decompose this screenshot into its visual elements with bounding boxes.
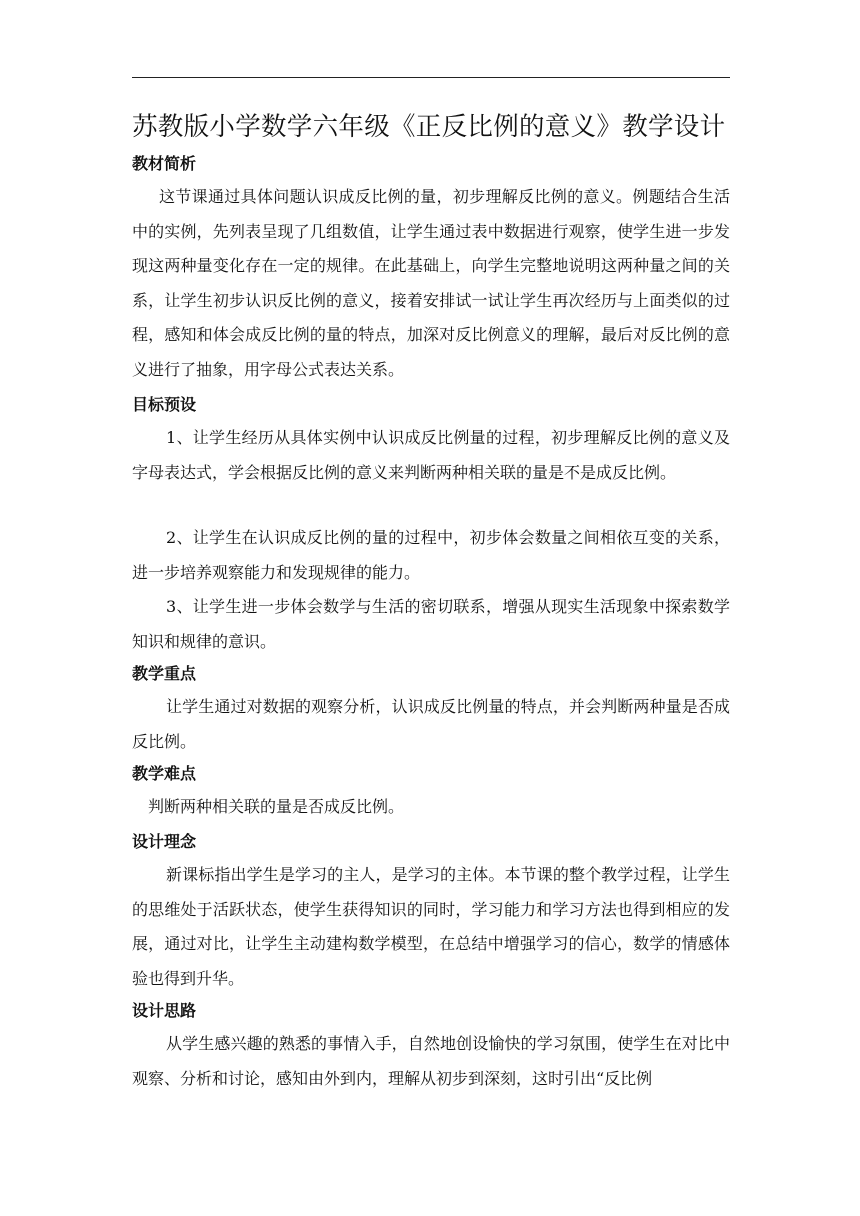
- section-heading-textbook-analysis: 教材简析: [132, 154, 197, 173]
- paragraph: 1、让学生经历从具体实例中认识成反比例量的过程，初步理解反比例的意义及字母表达式，学会根据反比例的意义来判断两种相关联的量是不是成反比例。: [132, 428, 730, 482]
- section-heading-difficulties: 教学难点: [132, 764, 197, 783]
- header-rule: [132, 77, 730, 78]
- section-heading-key-points: 教学重点: [132, 664, 197, 683]
- document-title: 苏教版小学数学六年级《正反比例的意义》教学设计: [132, 112, 726, 142]
- paragraph: 新课标指出学生是学习的主人，是学习的主体。本节课的整个教学过程，让学生的思维处于活跃状态，使学生获得知识的同时，学习能力和学习方法也得到相应的发展，通过对比，让学生主动建构数学模型，在总结中增强学习的信心，数学的情感体验也得到升华。: [132, 865, 730, 988]
- paragraph: 判断两种相关联的量是否成反比例。: [148, 797, 405, 816]
- paragraph: 从学生感兴趣的熟悉的事情入手，自然地创设愉快的学习氛围，使学生在对比中观察、分析和讨论，感知由外到内，理解从初步到深刻，这时引出“反比例: [132, 1034, 730, 1088]
- section-heading-design-philosophy: 设计理念: [132, 832, 197, 851]
- section-heading-design-approach: 设计思路: [132, 1001, 197, 1020]
- paragraph: 3、让学生进一步体会数学与生活的密切联系，增强从现实生活现象中探索数学知识和规律的意识。: [132, 597, 730, 651]
- paragraph: 让学生通过对数据的观察分析，认识成反比例量的特点，并会判断两种量是否成反比例。: [132, 697, 730, 751]
- section-heading-objectives: 目标预设: [132, 395, 197, 414]
- paragraph: 这节课通过具体问题认识成反比例的量，初步理解反比例的意义。例题结合生活中的实例，先列表呈现了几组数值，让学生通过表中数据进行观察，使学生进一步发现这两种量变化存在一定的规律。在此基础上，向学生完整地说明这两种量之间的关系，让学生初步认识反比例的意义，接着安排试一试让学生再次经历与上面类似的过程，感知和体会成反比例的量的特点，加深对反比例意义的理解，最后对反比例的意义进行了抽象，用字母公式表达关系。: [132, 187, 730, 379]
- paragraph: 2、让学生在认识成反比例的量的过程中，初步体会数量之间相依互变的关系，进一步培养观察能力和发现规律的能力。: [132, 528, 730, 582]
